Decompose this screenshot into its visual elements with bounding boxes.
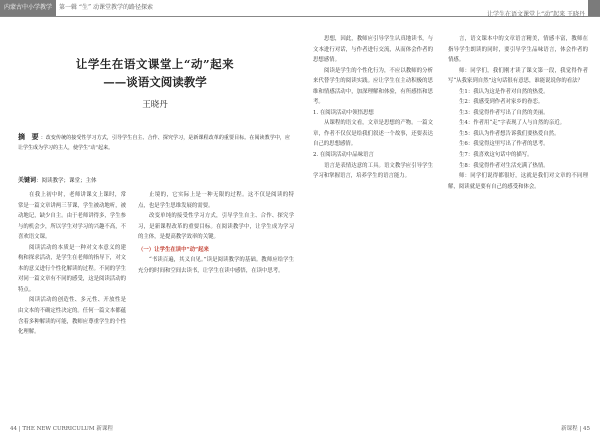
header-left-text: 第一辑 “生” 动课堂教学的路径探索	[59, 4, 153, 11]
abstract-text: ：改变传统的接受性学习方式，引导学生自主、合作、探究学习，是新课程改革的重要目标。在阅读教学中，应让学生成为学习的主人，使学生“动”起来。	[18, 135, 291, 151]
paragraph: 言，语文课本中的文章语言精美，情感丰富，教师在指导学生朗读的同时，要引导学生品味语言，体会作者的情感。	[448, 36, 588, 64]
title-block	[15, 56, 295, 110]
keywords-text: ：阅读教学；课堂；主体	[36, 178, 97, 184]
dialogue-line: 生1：我认为这是作者对自然的热爱。	[459, 88, 549, 95]
keywords-label: 关键词	[18, 177, 37, 184]
subsection-heading: 1. 在阅读活动中领悟思想	[313, 109, 374, 116]
paragraph: 阅读活动的本质是一种对文本意义的建构和探求活动，是学生在老师的指导下，对文本的意义进行个性化解读的过程。不同的学生对同一篇文章有不同的感受，这是阅读活动的特点。	[18, 244, 126, 293]
paragraph: 阅读活动的创造性、多元性、开放性是由文本的不确定性决定的。任何一篇文本都蕴含着多种解读的可能，教师应尊重学生的个性化理解。	[18, 297, 126, 336]
column-c	[313, 34, 433, 182]
dialogue-line: 生8：我觉得作者对生活充满了热情。	[459, 162, 549, 169]
paragraph: 师：同学们，我们刚才读了课文第一段，我觉得作者写“从我家到自然”这句话很有意思，谁能说说你的看法？	[448, 67, 588, 85]
article-title: 让学生在语文课堂上“动”起来	[75, 57, 235, 71]
paragraph: 改变单纯的接受性学习方式，引导学生自主、合作、探究学习，是新课程改革的重要目标。在阅读教学中，让学生成为学习的主体，是提高教学效率的关键。	[138, 213, 294, 241]
abstract	[18, 132, 290, 153]
paragraph: 师：同学们说得都很好，这就是我们对文章的不同理解，阅读就是要有自己的感受和体会。	[448, 173, 588, 190]
abstract-label: 摘 要	[18, 132, 41, 141]
header-left	[0, 0, 300, 16]
journal-badge: 内蒙古中小学教学	[0, 0, 56, 16]
dialogue-line: 生6：我觉得这里写出了作者的思考。	[459, 141, 549, 148]
dialogue-line: 生2：我感受到作者对家乡的眷恋。	[459, 99, 544, 106]
section-badge	[588, 0, 600, 16]
footer-left: 44 | THE NEW CURRICULUM 新课程	[10, 426, 113, 432]
article-subtitle: ——谈语文阅读教学	[103, 75, 207, 89]
page-header	[0, 0, 600, 17]
section-heading: （一）让学生在读中“动”起来	[138, 246, 209, 253]
footer-right: 新课程 | 45	[561, 426, 590, 432]
paragraph: 从课程的语文看，文章是思想的产物。一篇文章，作者不仅仅是给我们叙述一个故事，还要表达自己的思想感情。	[313, 120, 433, 148]
dialogue-line: 生7：我喜欢这句话中的描写。	[459, 152, 533, 159]
dialogue-line: 生4：作者用“走”字表现了人与自然的亲近。	[459, 120, 565, 127]
column-a	[18, 190, 126, 338]
paragraph: 思想，因此，教师应引导学生认真地读书，与文本进行对话，与作者进行交流，从而体会作者的思想感情。	[313, 36, 433, 64]
paragraph: “书读百遍，其义自见。”读是阅读教学的基础。教师应给学生充分的时间和空间去读书，让学生在读中感悟，在读中思考。	[138, 257, 294, 274]
author-name: 王晓丹	[142, 100, 168, 110]
header-right	[487, 0, 600, 16]
keywords	[18, 176, 290, 186]
dialogue-line: 生5：我认为作者想告诉我们要热爱自然。	[459, 130, 560, 137]
paragraph: 在我上初中时，老师讲课文上课时，常常是一篇文章讲两三节课，学生被动地听，被动地记，缺少自主。由于老师讲得多，学生参与的机会少，所以学生对学习的兴趣不高，不喜欢语文课。	[18, 192, 126, 241]
column-b	[138, 190, 294, 276]
paragraph: 止境的，它实际上是一种无限的过程。这不仅是阅读的特点，也是学生思维发展的需要。	[138, 192, 294, 209]
subsection-heading: 2. 在阅读活动中品味语言	[313, 152, 374, 159]
paragraph: 阅读是学生的个性化行为，不应以教师的分析来代替学生的阅读实践。应让学生在主动积极的思维和情感活动中，加深理解和体验，有所感悟和思考。	[313, 67, 433, 106]
paragraph: 语言是表情达意的工具。语文教学应引导学生学习和掌握语言，培养学生的语言能力。	[313, 162, 433, 180]
column-d	[448, 34, 588, 192]
dialogue-line: 生3：我觉得作者写出了自然的美丽。	[459, 109, 549, 116]
header-right-text: 让学生在语文课堂上“动”起来 王晓丹	[486, 11, 585, 18]
